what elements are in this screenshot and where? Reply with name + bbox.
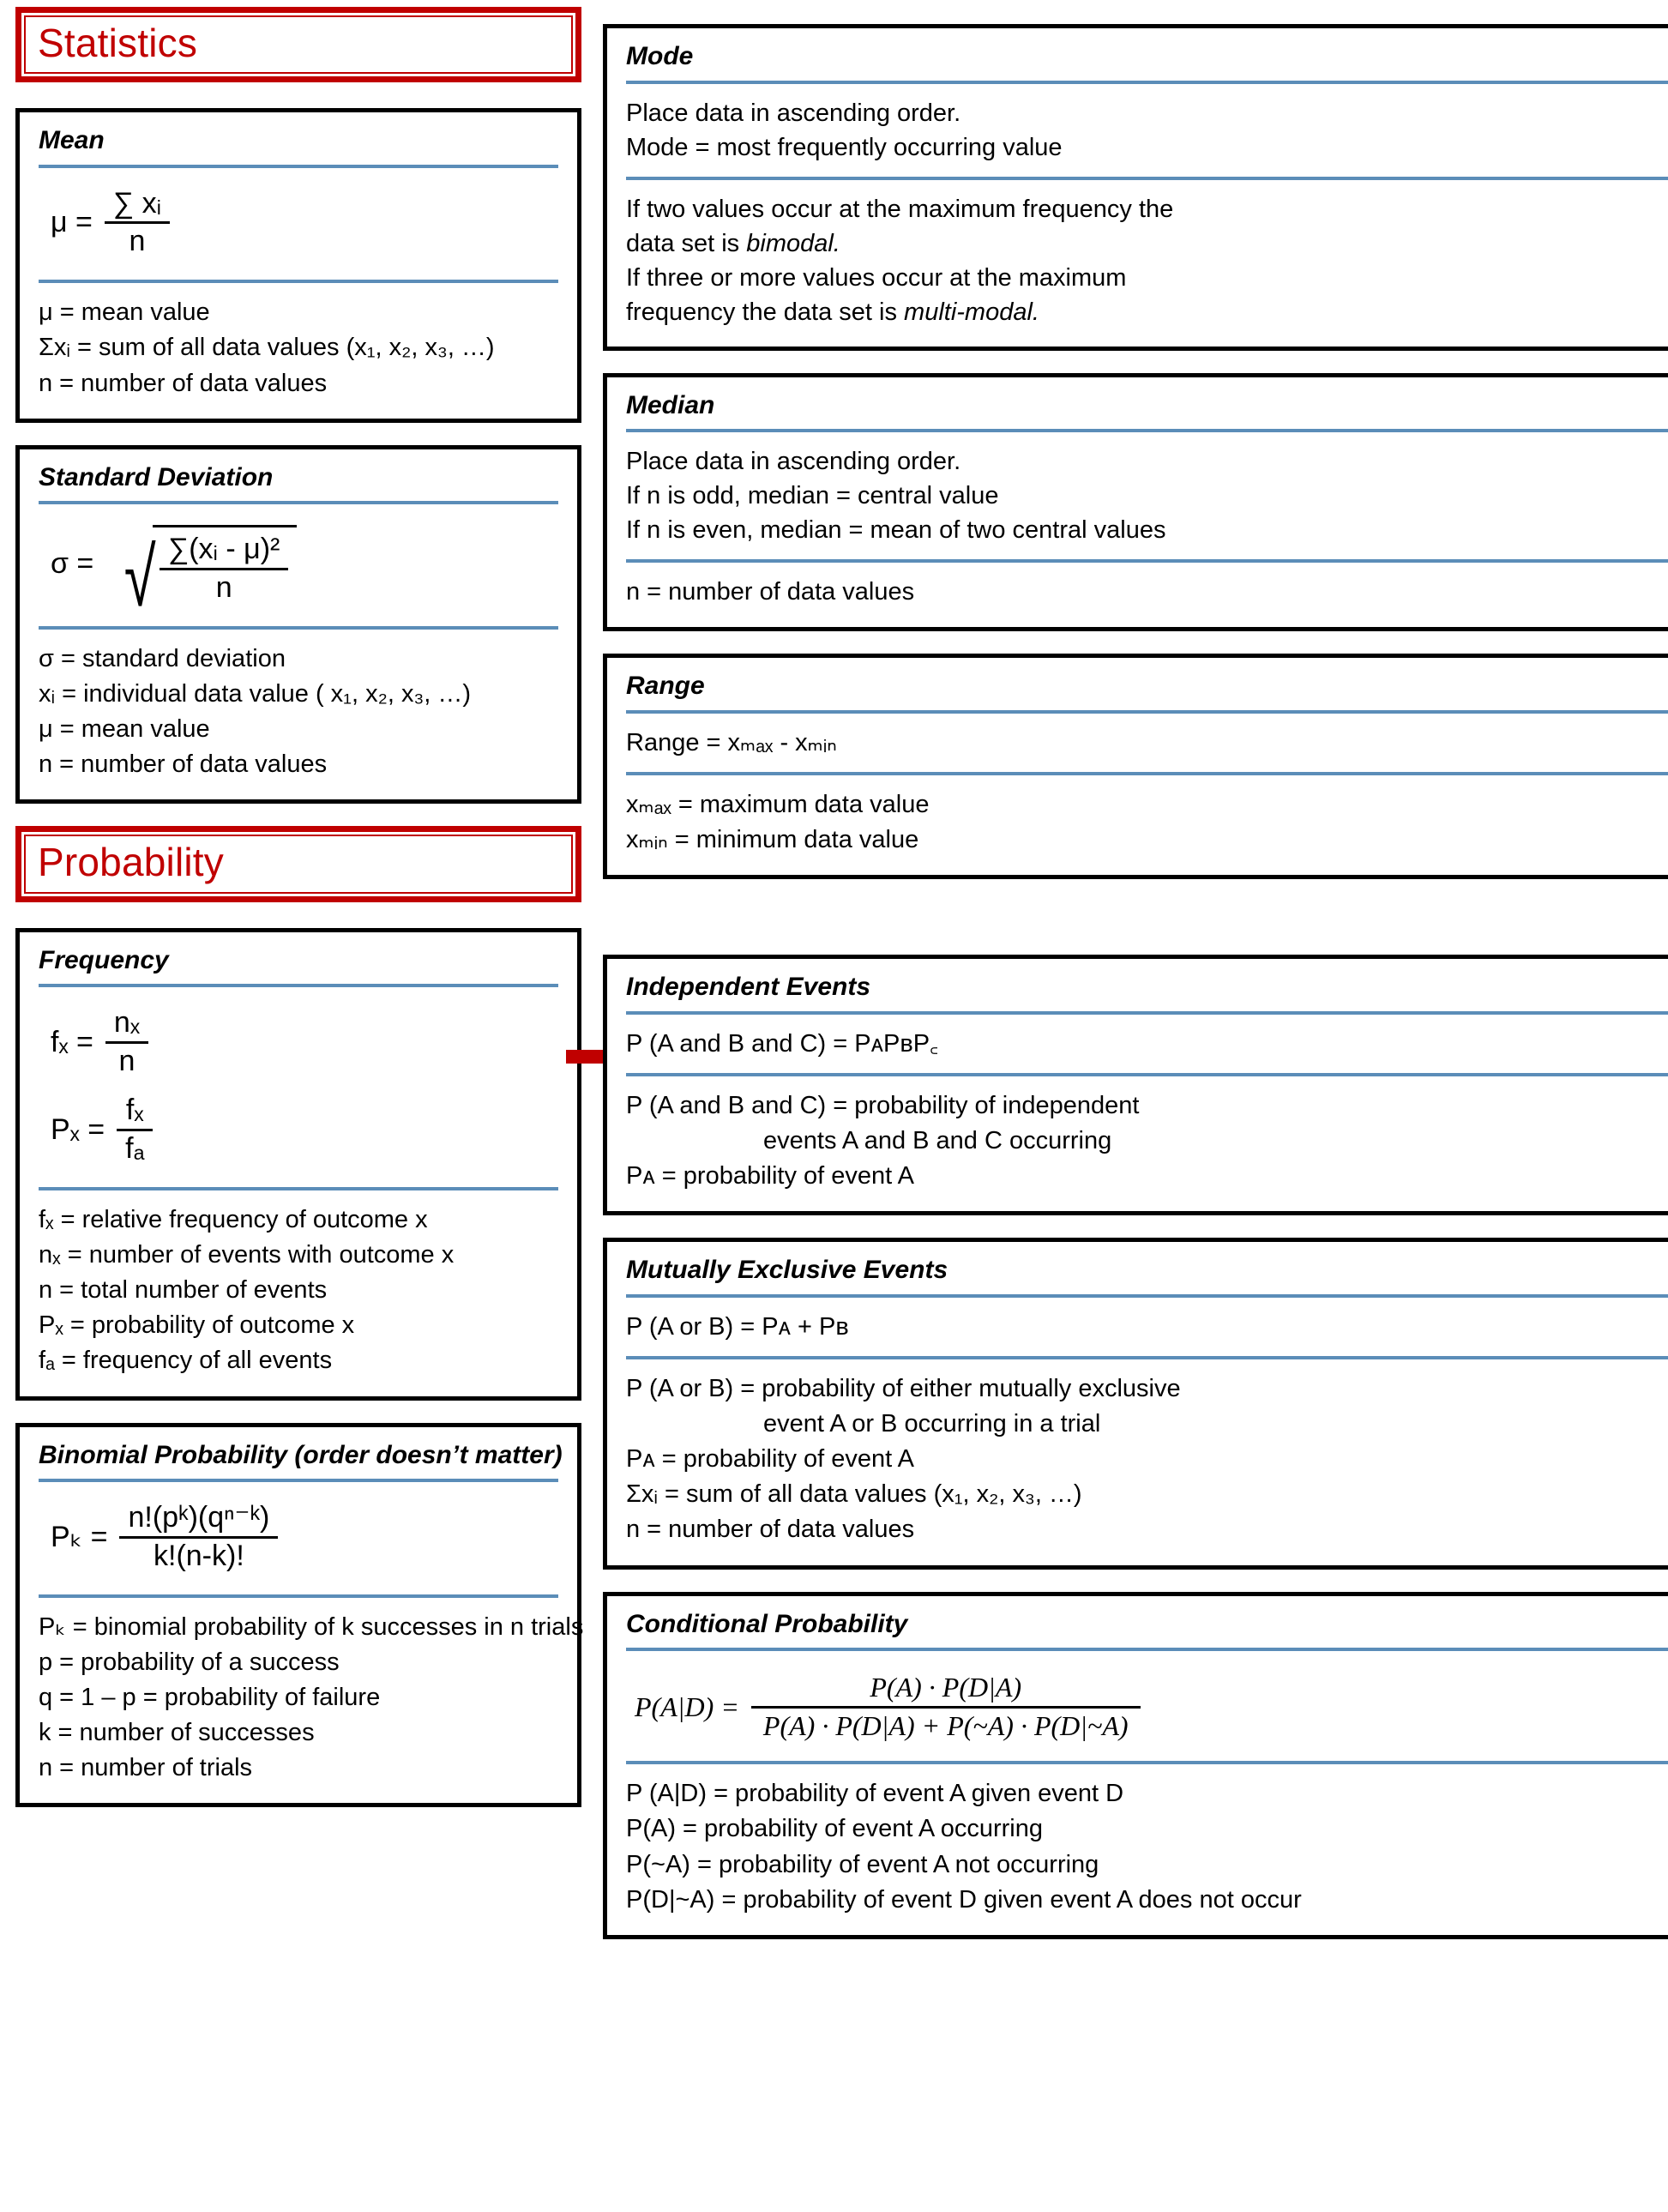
left-column: [15, 7, 584, 1829]
divider-line: [626, 710, 1668, 714]
fraction-numerator: fₓ: [125, 1094, 144, 1127]
italic-term: multi-modal.: [904, 298, 1039, 326]
definition-item: P(A) = probability of event A occurring: [626, 1815, 1044, 1843]
formula-binomial: [39, 1494, 558, 1582]
card-mode: [603, 24, 1668, 351]
square-root-icon: [111, 525, 297, 624]
definition-list-frequency: [39, 1202, 558, 1379]
fraction-numerator: ∑ xᵢ: [112, 186, 161, 220]
card-frequency: [15, 928, 581, 1401]
divider-line: [39, 1594, 558, 1598]
body-line: Place data in ascending order.: [626, 99, 961, 127]
card-title-range: Range: [626, 672, 705, 701]
definition-item: Pᴀ = probability of event A: [626, 1445, 915, 1474]
definition-item: [626, 1407, 1668, 1442]
definition-list-range: [626, 787, 1668, 858]
card-title-mode: Mode: [626, 42, 694, 70]
body-line: frequency the data set is multi-modal.: [626, 298, 1039, 326]
definition-item: n = number of data values: [39, 750, 328, 779]
formula-lhs: fₓ =: [51, 1025, 93, 1058]
definition-item: xᵢ = individual data value ( x₁, x₂, x₃, …): [39, 679, 472, 708]
definition-item: n = number of trials: [39, 1754, 253, 1782]
fraction-numerator: nₓ: [113, 1006, 140, 1040]
divider-line: [626, 1011, 1668, 1015]
definition-list-binomial: [39, 1610, 584, 1787]
body-line: If three or more values occur at the maximum: [626, 263, 1127, 292]
formula-mutually-exclusive: P (A or B) = Pᴀ + Pʙ: [626, 1312, 849, 1341]
definition-item: Pₓ = probability of outcome x: [39, 1311, 355, 1340]
divider-line: [626, 1294, 1668, 1298]
definition-item: [626, 1124, 1668, 1159]
fraction-numerator: ∑(xᵢ - μ)²: [167, 533, 280, 566]
median-steps: [626, 444, 1668, 547]
right-column: [603, 24, 1668, 1962]
definition-item: Σxᵢ = sum of all data values (x₁, x₂, x₃, …): [626, 1480, 1082, 1509]
divider-line: [39, 626, 558, 630]
card-range: [603, 654, 1668, 879]
card-standard-deviation: [15, 445, 581, 805]
divider-line: [626, 1356, 1668, 1359]
card-title-mean: Mean: [39, 126, 105, 155]
definition-item: Σxᵢ = sum of all data values (x₁, x₂, x₃, …): [39, 334, 495, 362]
fraction: [105, 1008, 148, 1076]
definition-list-mean: [39, 295, 558, 401]
formula-lhs: σ =: [51, 547, 94, 581]
formula-standard-deviation: [39, 516, 558, 624]
definition-list-mutually-exclusive: [626, 1371, 1668, 1548]
definition-item: n = total number of events: [39, 1276, 328, 1305]
definition-item: q = 1 – p = probability of failure: [39, 1683, 381, 1711]
formula-mean: [39, 180, 558, 268]
divider-line: [626, 559, 1668, 563]
card-median: [603, 373, 1668, 632]
section-title-probability: Probability: [38, 840, 224, 885]
divider-line: [626, 1648, 1668, 1651]
card-mutually-exclusive-events: [603, 1238, 1668, 1569]
section-banner-inner: [24, 15, 573, 74]
fraction-denominator: k!(n-k)!: [119, 1536, 278, 1572]
definition-list-conditional: [626, 1776, 1668, 1918]
definition-item: Pₖ = binomial probability of k successes in n trials: [39, 1612, 584, 1641]
formula-independent-events: P (A and B and C) = PᴀPʙP꜀: [626, 1029, 939, 1058]
card-title-median: Median: [626, 390, 715, 419]
section-banner-probability: [15, 826, 581, 901]
card-independent-events: [603, 955, 1668, 1215]
definition-continuation: events A and B and C occurring: [763, 1126, 1112, 1154]
definition-item: Pᴀ = probability of event A: [626, 1162, 915, 1190]
radicand: [153, 525, 297, 603]
body-line: Mode = most frequently occurring value: [626, 133, 1063, 161]
formula-range: Range = xₘₐₓ - xₘᵢₙ: [626, 728, 837, 756]
definition-item: n = number of data values: [626, 1516, 915, 1544]
divider-line: [626, 772, 1668, 775]
definition-item: nₓ = number of events with outcome x: [39, 1240, 455, 1269]
card-binomial-probability: [15, 1423, 584, 1808]
fraction: [105, 186, 170, 258]
definition-item: n = number of data values: [39, 369, 328, 397]
formula-probability-outcome: [39, 1087, 558, 1174]
section-banner-inner: [24, 835, 573, 893]
definition-item: fₐ = frequency of all events: [39, 1347, 333, 1375]
fraction: [117, 1095, 153, 1164]
card-title-mutually-exclusive-events: Mutually Exclusive Events: [626, 1256, 948, 1285]
fraction-denominator: fₐ: [117, 1129, 153, 1165]
definition-item: xₘₐₓ = maximum data value: [626, 790, 930, 818]
definition-item: n = number of data values: [626, 578, 915, 606]
fraction-denominator: n: [105, 221, 170, 257]
fraction-numerator: n!(pᵏ)(qⁿ⁻ᵏ): [128, 1501, 270, 1534]
divider-line: [39, 165, 558, 168]
formula-lhs: Pₓ =: [51, 1113, 105, 1147]
section-banner-statistics: [15, 7, 581, 82]
body-line: If two values occur at the maximum frequency the: [626, 195, 1174, 223]
card-title-independent-events: Independent Events: [626, 973, 871, 1002]
formula-relative-frequency: [39, 999, 558, 1087]
radical-glyph: √: [124, 532, 156, 624]
body-line: If n is even, median = mean of two central values: [626, 516, 1166, 545]
definition-item: σ = standard deviation: [39, 644, 286, 672]
divider-line: [39, 1479, 558, 1482]
definition-list-independent-events: [626, 1088, 1668, 1195]
card-title-conditional-probability: Conditional Probability: [626, 1609, 908, 1638]
definition-item: fₓ = relative frequency of outcome x: [39, 1205, 428, 1233]
formula-lhs: μ =: [51, 206, 93, 239]
definition-item: P (A or B) = probability of either mutually exclusive: [626, 1374, 1181, 1402]
divider-line: [39, 501, 558, 504]
mode-steps: [626, 96, 1668, 165]
formula-lhs: P(A|D) =: [635, 1691, 739, 1722]
card-title-frequency: Frequency: [39, 945, 169, 974]
formula-conditional-probability: [626, 1663, 1668, 1749]
card-title-standard-deviation: Standard Deviation: [39, 462, 274, 491]
definition-item: μ = mean value: [39, 714, 210, 743]
card-title-binomial-probability: Binomial Probability (order doesn’t matter): [39, 1440, 563, 1469]
definition-item: xₘᵢₙ = minimum data value: [626, 826, 919, 853]
fraction-denominator: n: [105, 1041, 148, 1077]
definition-item: P (A and B and C) = probability of independent: [626, 1091, 1140, 1119]
fraction-denominator: P(A) · P(D|A) + P(~A) · P(D|~A): [751, 1706, 1141, 1741]
divider-line: [626, 429, 1668, 432]
formula-lhs: Pₖ =: [51, 1521, 108, 1554]
body-line: Place data in ascending order.: [626, 448, 961, 476]
definition-continuation: event A or B occurring in a trial: [763, 1409, 1101, 1437]
body-line: If n is odd, median = central value: [626, 482, 999, 510]
mode-notes: [626, 192, 1668, 329]
definition-item: P (A|D) = probability of event A given event D: [626, 1780, 1124, 1808]
fraction: [160, 534, 288, 603]
definition-item: k = number of successes: [39, 1719, 315, 1747]
divider-line: [626, 177, 1668, 180]
section-gap: [603, 901, 1668, 955]
card-conditional-probability: [603, 1592, 1668, 1939]
italic-term: bimodal.: [746, 229, 840, 257]
definition-item: p = probability of a success: [39, 1648, 340, 1676]
divider-line: [39, 280, 558, 283]
fraction: [751, 1673, 1141, 1740]
definition-list-median: [626, 575, 1668, 610]
definition-list-standard-deviation: [39, 642, 558, 783]
definition-item: μ = mean value: [39, 298, 210, 327]
fraction-denominator: n: [160, 568, 288, 604]
definition-item: P(D|~A) = probability of event D given event A does not occur: [626, 1885, 1302, 1914]
body-line: data set is bimodal.: [626, 229, 840, 257]
divider-line: [626, 81, 1668, 84]
divider-line: [39, 1187, 558, 1190]
divider-line: [626, 1073, 1668, 1076]
definition-item: P(~A) = probability of event A not occurring: [626, 1850, 1099, 1878]
section-title-statistics: Statistics: [38, 21, 198, 65]
fraction: [119, 1503, 278, 1571]
divider-line: [626, 1761, 1668, 1764]
divider-line: [39, 984, 558, 987]
fraction-numerator: P(A) · P(D|A): [870, 1672, 1022, 1703]
card-mean: [15, 108, 581, 422]
